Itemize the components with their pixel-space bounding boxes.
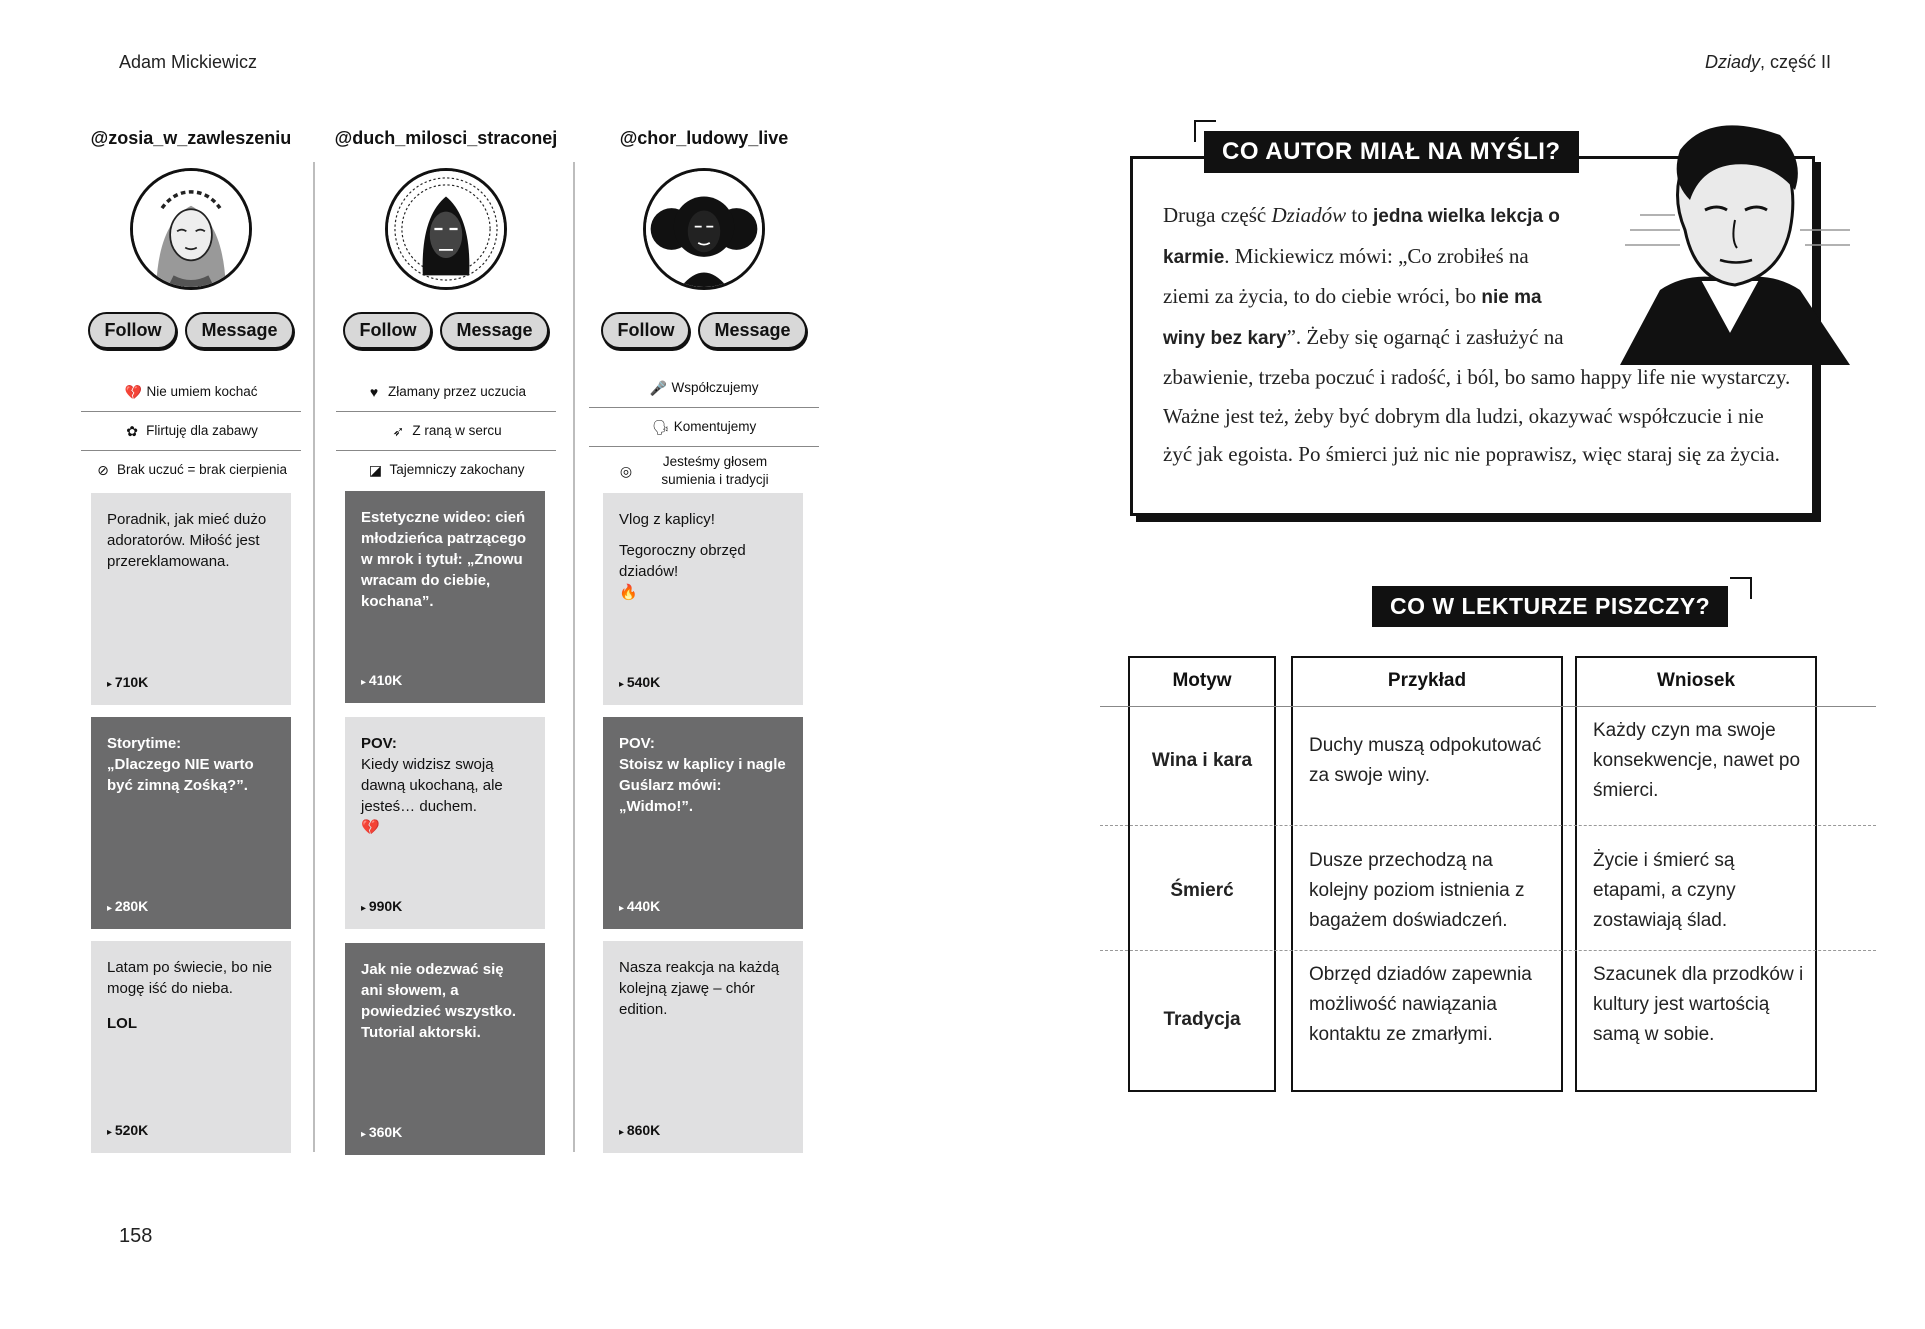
table-header-example: Przykład bbox=[1387, 670, 1467, 691]
table-header-conclusion: Wniosek bbox=[1656, 670, 1736, 691]
table-title: CO W LEKTURZE PISZCZY? bbox=[1372, 586, 1728, 627]
column-divider bbox=[313, 162, 315, 1152]
profile-handle[interactable]: @chor_ludowy_live bbox=[619, 128, 789, 148]
message-button[interactable]: Message bbox=[185, 312, 293, 349]
video-tile[interactable] bbox=[91, 493, 291, 705]
author-box-title: CO AUTOR MIAŁ NA MYŚLI? bbox=[1204, 131, 1579, 173]
bio-text: Złamany przez uczucia bbox=[387, 383, 527, 399]
video-tile[interactable] bbox=[345, 943, 545, 1155]
avatar[interactable] bbox=[130, 168, 252, 290]
bio-text: Brak uczuć = brak cierpienia bbox=[117, 462, 287, 478]
author-header: Adam Mickiewicz bbox=[119, 52, 258, 72]
mask-icon: ◪ bbox=[368, 462, 383, 479]
bio-line bbox=[81, 373, 301, 412]
mickiewicz-portrait-icon bbox=[1600, 120, 1865, 370]
bio-text: Nie umiem kochać bbox=[146, 383, 258, 399]
text-run: . Mickiewicz mówi: „Co zrobiłeś na ziemi za życia, to do ciebie wróci, bo bbox=[1163, 243, 1529, 308]
avatar[interactable] bbox=[643, 168, 765, 290]
page-number: 158 bbox=[119, 1225, 153, 1247]
table-cell-motif: Wina i kara bbox=[1151, 750, 1253, 771]
table-cell-conclusion: Życie i śmierć są etapami, a czyny zostawiają ślad. bbox=[1593, 850, 1736, 931]
view-count: ▸ 280K bbox=[107, 897, 148, 917]
bio-line bbox=[589, 447, 819, 495]
video-tile[interactable] bbox=[603, 941, 803, 1153]
profile-handle[interactable]: @duch_milosci_straconej bbox=[334, 128, 558, 148]
text-bold: nie ma winy bez kary bbox=[1163, 287, 1542, 349]
arrow-heart-icon: ➶ bbox=[392, 422, 405, 439]
view-count: ▸ 440K bbox=[619, 897, 660, 917]
video-tile[interactable] bbox=[91, 941, 291, 1153]
follow-button[interactable]: Follow bbox=[601, 312, 690, 349]
bio-text: Współczujemy bbox=[671, 379, 759, 395]
view-count: ▸ 520K bbox=[107, 1121, 148, 1141]
view-count: ▸ 360K bbox=[361, 1123, 402, 1143]
tile-text: Nasza reakcja na każdą kolejną zjawę – chór edition. bbox=[619, 959, 780, 1018]
bio-text: Jesteśmy głosem sumienia i tradycji bbox=[661, 453, 769, 487]
text-bold: jedna wielka lekcja o karmie bbox=[1163, 206, 1560, 268]
avatar-girl-icon bbox=[133, 171, 249, 287]
broken-heart-icon: 💔 bbox=[124, 383, 142, 400]
bio-line bbox=[81, 412, 301, 451]
bio-line bbox=[336, 373, 556, 412]
profile-duch bbox=[326, 128, 566, 490]
follow-button[interactable]: Follow bbox=[88, 312, 177, 349]
video-tile[interactable] bbox=[91, 717, 291, 929]
view-count: ▸ 410K bbox=[361, 671, 402, 691]
avatar[interactable] bbox=[385, 168, 507, 290]
tile-text: Kiedy widzisz swoją dawną ukochaną, ale jesteś… duchem. bbox=[361, 756, 503, 815]
message-button[interactable]: Message bbox=[440, 312, 548, 349]
text-italic: Dziadów bbox=[1271, 203, 1347, 227]
view-count: ▸ 990K bbox=[361, 897, 402, 917]
tile-extra: LOL bbox=[107, 1015, 137, 1032]
text-run: to bbox=[1346, 203, 1373, 227]
header-rule bbox=[1100, 706, 1876, 707]
bio-line bbox=[336, 412, 556, 451]
bio-line bbox=[589, 369, 819, 408]
avatar-ghost-icon bbox=[388, 171, 504, 287]
no-entry-icon: ⊘ bbox=[97, 462, 109, 479]
tile-text: Jak nie odezwać się ani słowem, a powiedzieć wszystko. Tutorial aktorski. bbox=[361, 961, 517, 1041]
target-icon: ◎ bbox=[619, 462, 633, 479]
row-divider bbox=[1100, 950, 1876, 951]
corner-mark bbox=[1730, 577, 1752, 599]
heart-icon: ♥ bbox=[369, 383, 379, 400]
broken-heart-icon: 💔 bbox=[361, 819, 380, 836]
avatar-choir-icon bbox=[646, 171, 762, 287]
tile-lead: Storytime: bbox=[107, 735, 182, 752]
text-run: ”. Żeby się ogarnąć i zasłużyć na zbawienie, trzeba poczuć i radość, i ból, bo samo happy life nie wystarczy. Ważne jest też, żeby być dobrym dla ludzi, okazywać współczucie i nie żyć jak egoista. Po śmierci już nic nie poprawisz, więc staraj się za życia. bbox=[1163, 324, 1791, 466]
bio-text: Flirtuję dla zabawy bbox=[146, 422, 258, 438]
table-cell-conclusion: Szacunek dla przodków i kultury jest wartością samą w sobie. bbox=[1593, 964, 1804, 1045]
tile-text: Estetyczne wideo: cień młodzieńca patrzącego w mrok i tytuł: „Znowu wracam do ciebie, kochana”. bbox=[361, 509, 527, 610]
view-count: ▸ 860K bbox=[619, 1121, 660, 1141]
flame-icon: 🔥 bbox=[619, 584, 638, 601]
bio-text: Z raną w sercu bbox=[412, 422, 502, 438]
follow-button[interactable]: Follow bbox=[343, 312, 432, 349]
text-run: Druga część bbox=[1163, 203, 1272, 227]
row-divider bbox=[1100, 825, 1876, 826]
speaking-head-icon: 🗣 bbox=[651, 418, 670, 435]
tile-text: „Dlaczego NIE warto być zimną Zośką?”. bbox=[107, 756, 254, 794]
table-cell-motif: Śmierć bbox=[1170, 880, 1234, 901]
bio-line bbox=[589, 408, 819, 447]
tile-text: Stoisz w kaplicy i nagle Guślarz mówi: „Widmo!”. bbox=[619, 756, 786, 815]
tile-text: Vlog z kaplicy! bbox=[619, 511, 715, 528]
tile-text: Latam po świecie, bo nie mogę iść do nieba. bbox=[107, 959, 273, 997]
view-count: ▸ 540K bbox=[619, 673, 660, 693]
flower-icon: ✿ bbox=[126, 422, 138, 439]
bio-text: Tajemniczy zakochany bbox=[389, 462, 525, 478]
video-tile[interactable] bbox=[603, 493, 803, 705]
column-divider bbox=[573, 162, 575, 1152]
title-header bbox=[1705, 52, 1831, 73]
table-cell-example: Dusze przechodzą na kolejny poziom istnienia z bagażem doświadczeń. bbox=[1309, 850, 1525, 931]
table-cell-example: Duchy muszą odpokutować za swoje winy. bbox=[1309, 735, 1542, 786]
title-header-italic: Dziady bbox=[1704, 52, 1760, 72]
table-cell-conclusion: Każdy czyn ma swoje konsekwencje, nawet po śmierci. bbox=[1593, 720, 1801, 801]
tile-lead: POV: bbox=[619, 735, 655, 752]
profile-chor bbox=[584, 128, 824, 495]
table-header-motif: Motyw bbox=[1172, 670, 1232, 691]
table-cell-example: Obrzęd dziadów zapewnia możliwość nawiązania kontaktu ze zmarłymi. bbox=[1309, 964, 1532, 1045]
tile-text-2: Tegoroczny obrzęd dziadów! bbox=[619, 542, 746, 580]
tile-text: Poradnik, jak mieć dużo adoratorów. Miłość jest przereklamowana. bbox=[107, 511, 267, 570]
profile-handle[interactable]: @zosia_w_zawleszeniu bbox=[90, 128, 292, 148]
bio-text: Komentujemy bbox=[673, 418, 757, 434]
microphone-icon: 🎤 bbox=[649, 379, 667, 396]
title-header-rest: , część II bbox=[1759, 52, 1831, 72]
view-count: ▸ 710K bbox=[107, 673, 148, 693]
table-cell-motif: Tradycja bbox=[1163, 1009, 1241, 1030]
bio-line bbox=[81, 451, 301, 490]
video-tile[interactable] bbox=[603, 717, 803, 929]
video-tile[interactable] bbox=[345, 717, 545, 929]
video-tile[interactable] bbox=[345, 491, 545, 703]
profile-zosia bbox=[71, 128, 311, 490]
tile-lead: POV: bbox=[361, 735, 397, 752]
message-button[interactable]: Message bbox=[698, 312, 806, 349]
bio-line bbox=[336, 451, 556, 490]
